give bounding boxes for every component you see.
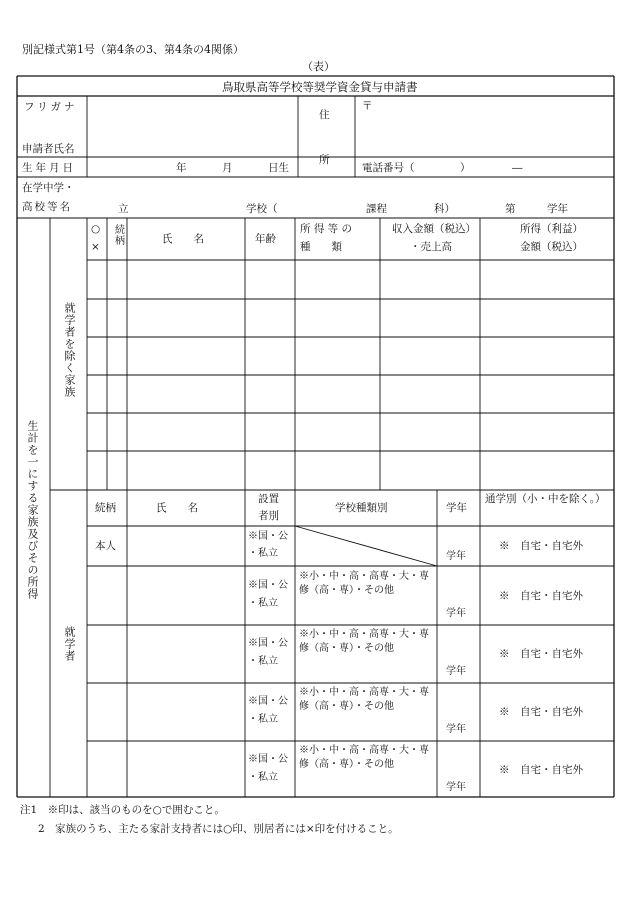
school-gakko: 学校（: [246, 203, 278, 215]
grade-row5: 学年: [446, 782, 466, 793]
grade-row3: 学年: [446, 666, 466, 677]
founder-row4-b: ・私立: [248, 714, 278, 725]
family-name-header: 氏 名: [162, 233, 204, 245]
commute-row5: ※ 自宅・自宅外: [499, 764, 583, 776]
founder-header-2: 者別: [258, 510, 279, 522]
founder-header-1: 設置: [258, 493, 279, 505]
mark-circle-header: ○: [91, 223, 101, 235]
commute-row1: ※ 自宅・自宅外: [499, 540, 583, 552]
applicant-name-label: 申請者氏名: [22, 143, 75, 155]
income-amount-header-1: 収入金額（税込）: [392, 223, 476, 235]
page-side-label: （表）: [302, 60, 335, 73]
note-2: 2 家族のうち、主たる家計支持者には○印、別居者には×印を付けること。: [38, 823, 399, 835]
school-label-line2: 高校等名: [22, 201, 72, 213]
document-title: 鳥取県高等学校等奨学資金貸与申請書: [222, 80, 418, 94]
founder-row2-a: ※国・公: [248, 580, 288, 591]
founder-row3-a: ※国・公: [248, 638, 288, 649]
founder-row3-b: ・私立: [248, 656, 278, 667]
phone-close-paren: ）: [460, 162, 471, 174]
birth-day-unit: 日生: [268, 162, 289, 174]
school-type-row3: ※小・中・高・高専・大・専修（高・専）・その他: [299, 629, 429, 654]
furigana-label: フリガナ: [24, 101, 78, 113]
phone-dash: ―: [512, 162, 523, 174]
phone-label: 電話番号（: [362, 162, 415, 174]
commute-row4: ※ 自宅・自宅外: [499, 706, 583, 718]
student-relation-header: 続柄: [95, 502, 116, 514]
address-label-bottom: 所: [319, 154, 330, 166]
grade-header: 学年: [446, 502, 467, 514]
founder-row2-b: ・私立: [248, 598, 278, 609]
birth-month-unit: 月: [222, 162, 233, 174]
family-relation-header: 続柄: [112, 224, 124, 246]
school-type-header: 学校種類別: [335, 502, 388, 514]
income-type-header-2: 種 類: [300, 241, 342, 253]
founder-row5-a: ※国・公: [248, 754, 288, 765]
income-amount-header-2: ・売上高: [410, 241, 452, 253]
form-reference: 別記様式第1号（第4条の3、第4条の4関係）: [22, 43, 244, 56]
commute-row2: ※ 自宅・自宅外: [499, 590, 583, 602]
grade-row1: 学年: [446, 551, 466, 562]
income-type-header-1: 所 得 等 の: [300, 223, 353, 235]
student-name-header: 氏 名: [156, 502, 198, 514]
student-family-label: 就学者: [63, 626, 76, 662]
profit-header-1: 所得（利益）: [520, 223, 583, 235]
school-ritsu: 立: [118, 203, 129, 215]
note-1: 注1 ※印は、該当のものを○で囲むこと。: [20, 804, 225, 816]
mark-cross-header: ×: [91, 241, 100, 253]
grade-row4: 学年: [446, 724, 466, 735]
school-type-row2: ※小・中・高・高専・大・専修（高・専）・その他: [299, 571, 429, 596]
family-income-section-label: 生計を一にする家族及びその所得: [26, 420, 39, 600]
school-department: 科）: [434, 203, 455, 215]
postal-mark: 〒: [362, 100, 373, 112]
founder-row1-a: ※国・公: [248, 531, 288, 542]
address-label-top: 住: [319, 109, 330, 121]
commute-header: 通学別（小・中を除く。）: [485, 493, 606, 505]
founder-row4-a: ※国・公: [248, 696, 288, 707]
school-type-row4: ※小・中・高・高専・大・専修（高・専）・その他: [299, 687, 429, 712]
family-age-header: 年齢: [255, 233, 276, 245]
nonstudent-family-label: 就学者を除く家族: [63, 302, 76, 398]
grade-row2: 学年: [446, 608, 466, 619]
profit-header-2: 金額（税込）: [520, 241, 583, 253]
founder-row5-b: ・私立: [248, 772, 278, 783]
birth-year-unit: 年: [176, 162, 187, 174]
school-grade: 学年: [547, 203, 568, 215]
school-course: 課程: [366, 203, 387, 215]
school-type-row5: ※小・中・高・高専・大・専修（高・専）・その他: [299, 745, 429, 770]
self-relation: 本人: [95, 540, 116, 552]
school-label-line1: 在学中学・: [22, 182, 75, 194]
commute-row3: ※ 自宅・自宅外: [499, 648, 583, 660]
school-dai: 第: [505, 203, 516, 215]
birthdate-label: 生年月日: [22, 162, 76, 174]
founder-row1-b: ・私立: [248, 548, 278, 559]
